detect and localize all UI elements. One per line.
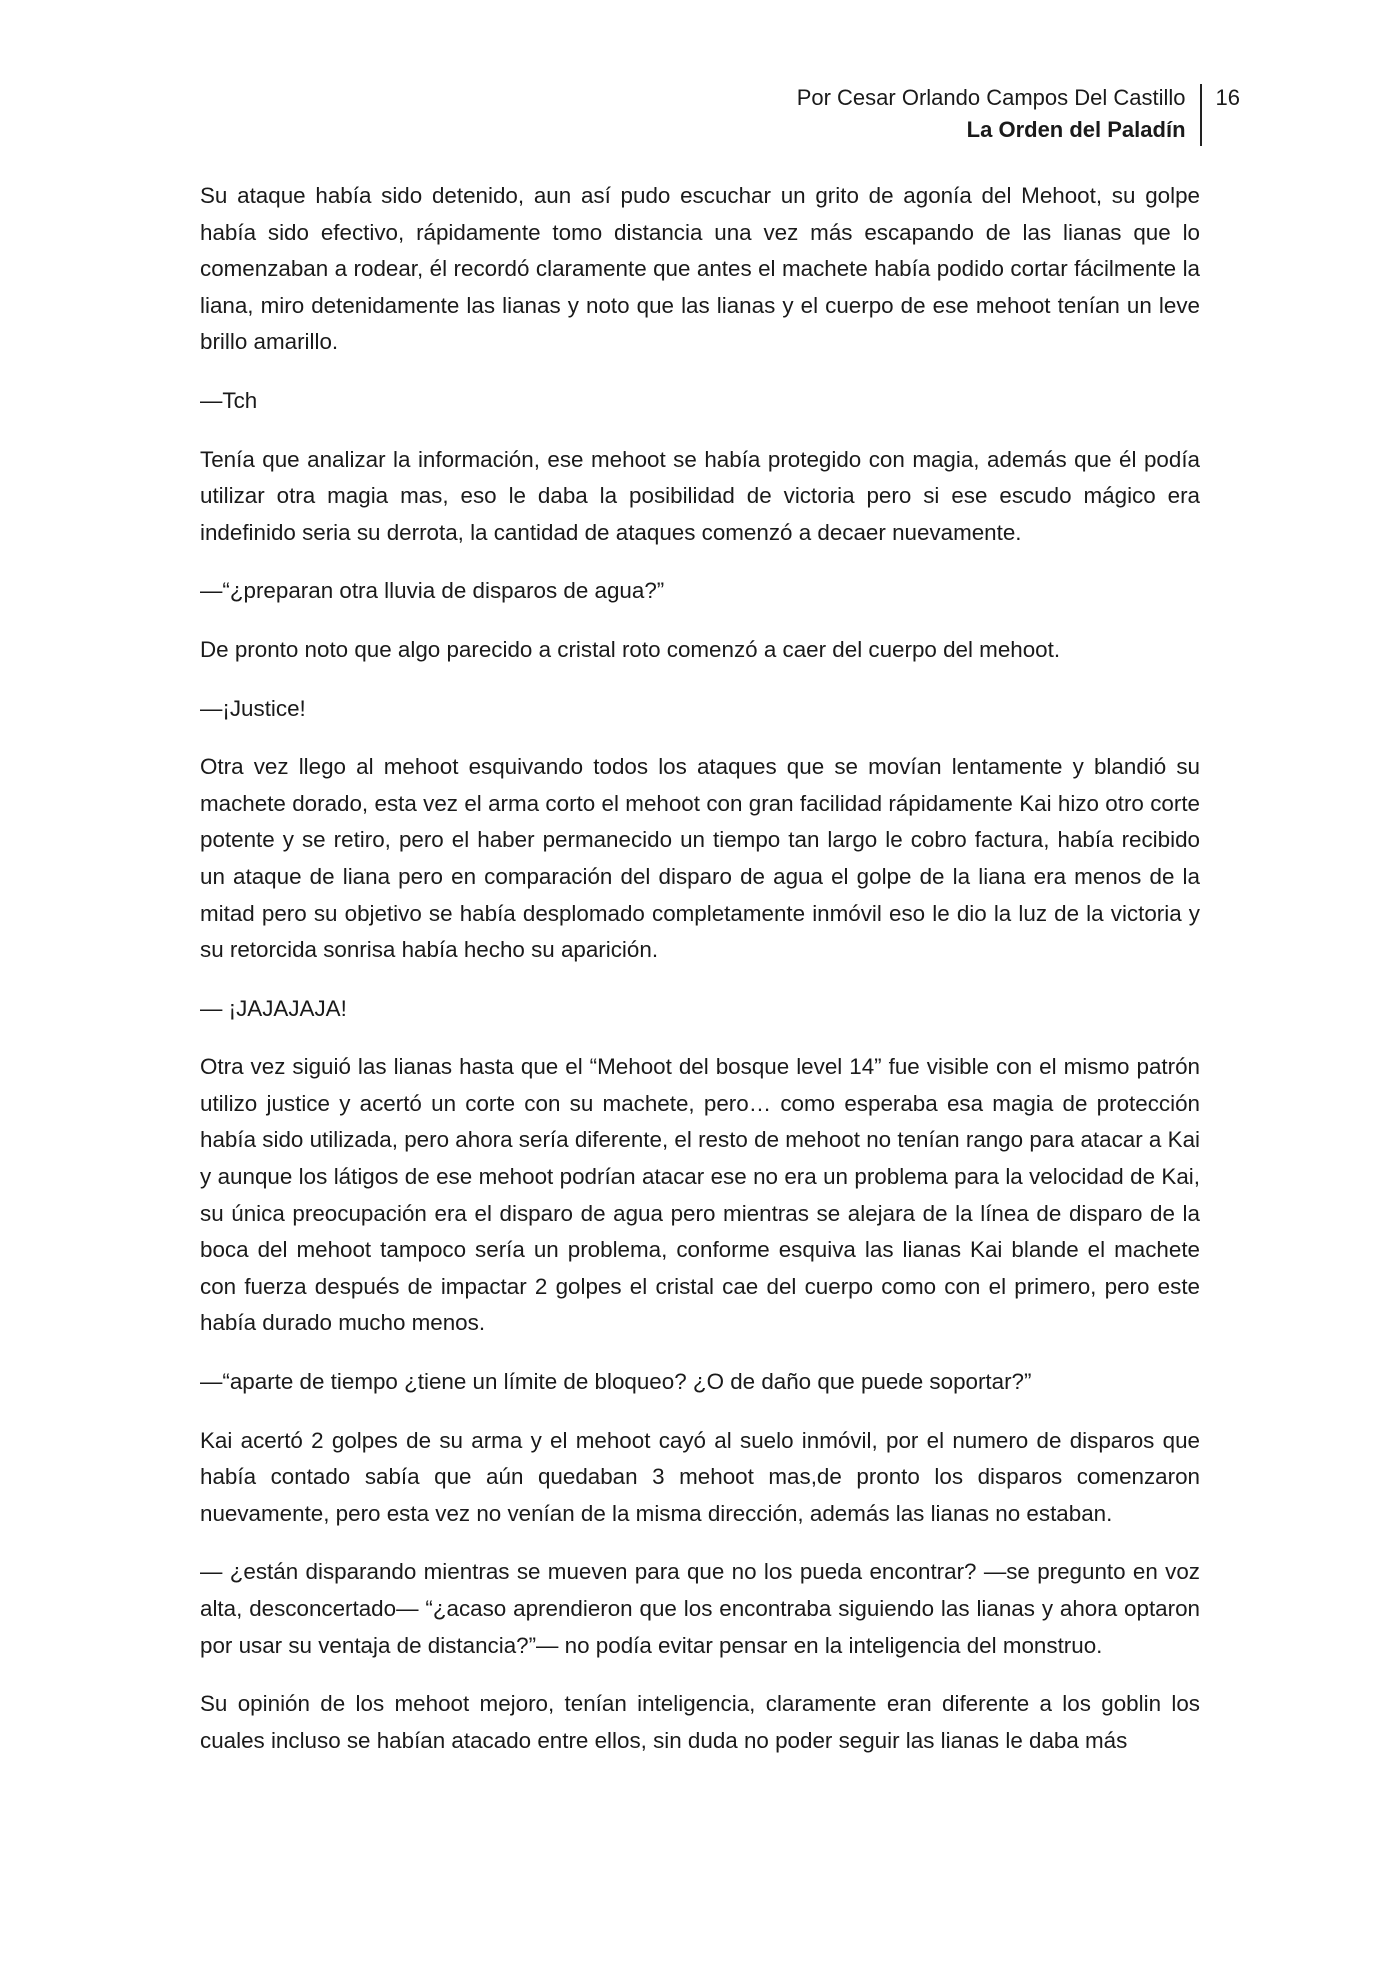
document-body bbox=[200, 178, 1200, 1781]
dialogue-line: —“aparte de tiempo ¿tiene un límite de bloqueo? ¿O de daño que puede soportar?” bbox=[200, 1369, 1032, 1395]
paragraph: Otra vez llego al mehoot esquivando todos los ataques que se movían lentamente y blandió su machete dorado, esta vez el arma corto el mehoot con gran facilidad rápidamente Kai hizo otro corte potente y se retiro, pero el haber permanecido un tiempo tan largo le cobro factura, había recibido un ataque de liana pero en comparación del disparo de agua el golpe de la liana era menos de la mitad pero su objetivo se había desplomado completamente inmóvil eso le dio la luz de la victoria y su retorcida sonrisa había hecho su aparición. bbox=[200, 754, 1200, 963]
dialogue-line: —Tch bbox=[200, 387, 258, 413]
page-header bbox=[797, 82, 1240, 146]
page-number: 16 bbox=[1215, 85, 1240, 110]
header-book-title: La Orden del Paladín bbox=[966, 117, 1186, 142]
paragraph: Tenía que analizar la información, ese mehoot se había protegido con magia, además que él podía utilizar otra magia mas, eso le daba la posibilidad de victoria pero si ese escudo mágico era indefinido seria su derrota, la cantidad de ataques comenzó a decaer nuevamente. bbox=[200, 446, 1200, 545]
paragraph: Su ataque había sido detenido, aun así pudo escuchar un grito de agonía del Mehoot, su golpe había sido efectivo, rápidamente tomo distancia una vez más escapando de las lianas que lo comenzaban a rodear, él recordó claramente que antes el machete había podido cortar fácilmente la liana, miro detenidamente las lianas y noto que las lianas y el cuerpo de ese mehoot tenían un leve brillo amarillo. bbox=[200, 183, 1200, 355]
paragraph: Otra vez siguió las lianas hasta que el “Mehoot del bosque level 14” fue visible con el mismo patrón utilizo justice y acertó un corte con su machete, pero… como esperaba esa magia de protección había sido utilizada, pero ahora sería diferente, el resto de mehoot no tenían rango para atacar a Kai y aunque los látigos de ese mehoot podrían atacar ese no era un problema para la velocidad de Kai, su única preocupación era el disparo de agua pero mientras se alejara de la línea de disparo de la boca del mehoot tampoco sería un problema, conforme esquiva las lianas Kai blande el machete con fuerza después de impactar 2 golpes el cristal cae del cuerpo como con el primero, pero este había durado mucho menos. bbox=[200, 1054, 1200, 1336]
header-text-block bbox=[797, 82, 1200, 146]
paragraph: Su opinión de los mehoot mejoro, tenían inteligencia, claramente eran diferente a los goblin los cuales incluso se habían atacado entre ellos, sin duda no poder seguir las lianas le daba más bbox=[200, 1691, 1200, 1753]
dialogue-line: —“¿preparan otra lluvia de disparos de agua?” bbox=[200, 578, 665, 604]
paragraph: De pronto noto que algo parecido a cristal roto comenzó a caer del cuerpo del mehoot. bbox=[200, 636, 1061, 662]
header-author: Por Cesar Orlando Campos Del Castillo bbox=[796, 85, 1186, 110]
dialogue-line: —¡Justice! bbox=[200, 695, 306, 721]
dialogue-line: — ¡JAJAJAJA! bbox=[200, 995, 347, 1021]
paragraph: Kai acertó 2 golpes de su arma y el mehoot cayó al suelo inmóvil, por el numero de disparos que había contado sabía que aún quedaban 3 mehoot mas,de pronto los disparos comenzaron nuevamente, pero esta vez no venían de la misma dirección, además las lianas no estaban. bbox=[200, 1427, 1200, 1526]
paragraph: — ¿están disparando mientras se mueven para que no los pueda encontrar? —se pregunto en voz alta, desconcertado— “¿acaso aprendieron que los encontraba siguiendo las lianas y ahora optaron por usar su ventaja de distancia?”— no podía evitar pensar en la inteligencia del monstruo. bbox=[200, 1559, 1200, 1658]
